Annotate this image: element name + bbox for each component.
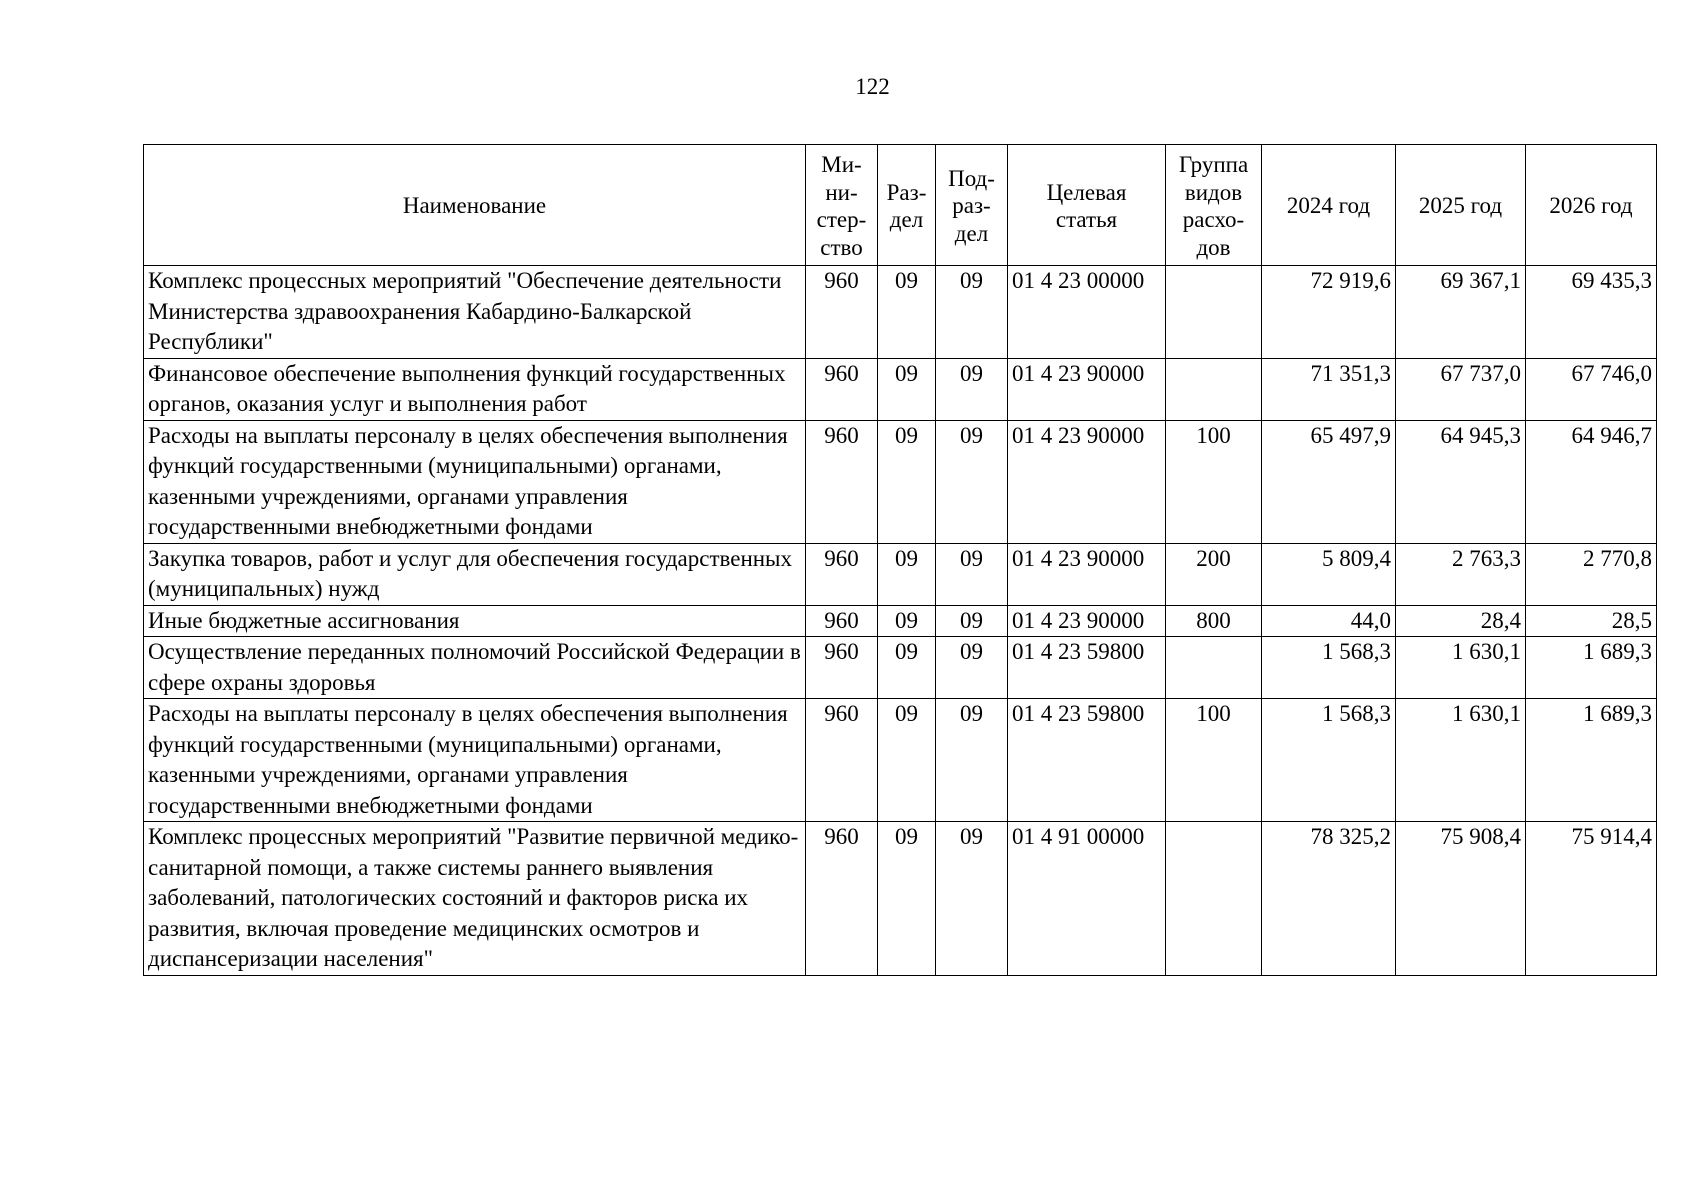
row-subsection: 09 <box>936 699 1008 822</box>
table-row <box>144 266 1657 359</box>
row-subsection: 09 <box>936 358 1008 420</box>
row-2024: 72 919,6 <box>1262 266 1396 359</box>
header-target <box>1008 145 1166 266</box>
row-ministry: 960 <box>806 543 878 605</box>
row-ministry: 960 <box>806 699 878 822</box>
table-row <box>144 637 1657 699</box>
row-target: 01 4 23 90000 <box>1008 543 1166 605</box>
row-ministry: 960 <box>806 605 878 637</box>
header-ministry <box>806 145 878 266</box>
header-expense-group-label: Группа видов расхо- дов <box>1178 152 1249 260</box>
row-group <box>1166 822 1262 976</box>
row-name: Финансовое обеспечение выполнения функций государственных органов, оказания услуг и выполнения работ <box>144 358 806 420</box>
row-2024: 65 497,9 <box>1262 420 1396 543</box>
table-row <box>144 420 1657 543</box>
header-2025-label: 2025 год <box>1418 193 1503 219</box>
row-group: 100 <box>1166 699 1262 822</box>
row-2026: 75 914,4 <box>1526 822 1657 976</box>
row-2024: 78 325,2 <box>1262 822 1396 976</box>
row-section: 09 <box>878 637 936 699</box>
row-ministry: 960 <box>806 266 878 359</box>
row-name: Закупка товаров, работ и услуг для обеспечения государственных (муниципальных) нужд <box>144 543 806 605</box>
row-2026: 28,5 <box>1526 605 1657 637</box>
row-subsection: 09 <box>936 822 1008 976</box>
row-2026: 69 435,3 <box>1526 266 1657 359</box>
row-target: 01 4 23 59800 <box>1008 699 1166 822</box>
row-target: 01 4 23 59800 <box>1008 637 1166 699</box>
row-section: 09 <box>878 699 936 822</box>
row-target: 01 4 23 00000 <box>1008 266 1166 359</box>
row-name: Расходы на выплаты персоналу в целях обеспечения выполнения функций государственными (муниципальными) органами, казенными учреждениями, органами управления государственными внебюджетными фондами <box>144 699 806 822</box>
row-group: 800 <box>1166 605 1262 637</box>
header-name: Наименование <box>144 145 806 266</box>
header-ministry-label: Ми- ни- стер- ство <box>816 152 867 260</box>
row-ministry: 960 <box>806 822 878 976</box>
table-row <box>144 699 1657 822</box>
header-2025 <box>1396 145 1526 266</box>
row-2024: 5 809,4 <box>1262 543 1396 605</box>
row-2026: 64 946,7 <box>1526 420 1657 543</box>
header-subsection <box>936 145 1008 266</box>
row-2025: 2 763,3 <box>1396 543 1526 605</box>
row-section: 09 <box>878 420 936 543</box>
row-subsection: 09 <box>936 420 1008 543</box>
header-row <box>144 145 1657 266</box>
row-2024: 1 568,3 <box>1262 637 1396 699</box>
row-name: Иные бюджетные ассигнования <box>144 605 806 637</box>
header-section <box>878 145 936 266</box>
row-name: Комплекс процессных мероприятий "Развитие первичной медико-санитарной помощи, а также системы раннего выявления заболеваний, патологических состояний и факторов риска их развития, включая проведение медицинских осмотров и диспансеризации населения" <box>144 822 806 976</box>
row-2025: 69 367,1 <box>1396 266 1526 359</box>
row-2025: 1 630,1 <box>1396 637 1526 699</box>
row-subsection: 09 <box>936 637 1008 699</box>
table-row <box>144 358 1657 420</box>
page-number: 122 <box>855 74 890 99</box>
row-section: 09 <box>878 822 936 976</box>
row-2026: 2 770,8 <box>1526 543 1657 605</box>
header-target-label: Целевая статья <box>1046 179 1127 232</box>
row-2024: 1 568,3 <box>1262 699 1396 822</box>
row-2024: 71 351,3 <box>1262 358 1396 420</box>
row-ministry: 960 <box>806 637 878 699</box>
row-section: 09 <box>878 543 936 605</box>
row-2025: 67 737,0 <box>1396 358 1526 420</box>
header-section-label: Раз- дел <box>886 179 927 232</box>
row-group <box>1166 637 1262 699</box>
header-2024 <box>1262 145 1396 266</box>
header-subsection-label: Под- раз- дел <box>948 165 995 246</box>
row-target: 01 4 23 90000 <box>1008 605 1166 637</box>
row-group <box>1166 358 1262 420</box>
row-section: 09 <box>878 605 936 637</box>
header-2024-label: 2024 год <box>1286 193 1371 219</box>
row-2025: 28,4 <box>1396 605 1526 637</box>
row-2025: 1 630,1 <box>1396 699 1526 822</box>
row-name: Расходы на выплаты персоналу в целях обеспечения выполнения функций государственными (муниципальными) органами, казенными учреждениями, органами управления государственными внебюджетными фондами <box>144 420 806 543</box>
row-subsection: 09 <box>936 266 1008 359</box>
row-target: 01 4 23 90000 <box>1008 358 1166 420</box>
row-2025: 64 945,3 <box>1396 420 1526 543</box>
row-group <box>1166 266 1262 359</box>
row-ministry: 960 <box>806 358 878 420</box>
row-group: 200 <box>1166 543 1262 605</box>
row-2025: 75 908,4 <box>1396 822 1526 976</box>
row-group: 100 <box>1166 420 1262 543</box>
row-subsection: 09 <box>936 543 1008 605</box>
budget-table <box>143 144 1657 976</box>
row-2024: 44,0 <box>1262 605 1396 637</box>
row-2026: 1 689,3 <box>1526 699 1657 822</box>
table-row <box>144 543 1657 605</box>
row-name: Комплекс процессных мероприятий "Обеспечение деятельности Министерства здравоохранения Кабардино-Балкарской Республики" <box>144 266 806 359</box>
row-target: 01 4 91 00000 <box>1008 822 1166 976</box>
header-expense-group <box>1166 145 1262 266</box>
row-ministry: 960 <box>806 420 878 543</box>
row-name: Осуществление переданных полномочий Российской Федерации в сфере охраны здоровья <box>144 637 806 699</box>
header-2026-label: 2026 год <box>1549 193 1633 219</box>
row-2026: 1 689,3 <box>1526 637 1657 699</box>
row-section: 09 <box>878 358 936 420</box>
row-target: 01 4 23 90000 <box>1008 420 1166 543</box>
header-2026 <box>1526 145 1657 266</box>
row-subsection: 09 <box>936 605 1008 637</box>
row-section: 09 <box>878 266 936 359</box>
row-2026: 67 746,0 <box>1526 358 1657 420</box>
table-row <box>144 822 1657 976</box>
table-row <box>144 605 1657 637</box>
